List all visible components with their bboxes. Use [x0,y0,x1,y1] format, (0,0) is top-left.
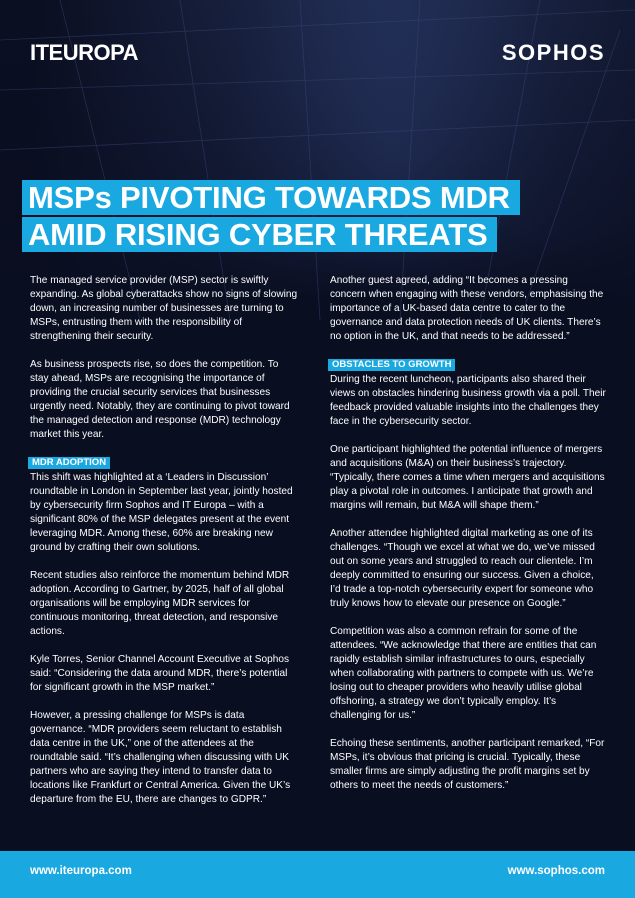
paragraph: During the recent luncheon, participants also shared their views on obstacles hindering business growth via a poll. Their feedback provided valuable insights into the challenges they face in the cybersecurity sector. [330,374,606,427]
title-line-1: MSPs PIVOTING TOWARDS MDR [22,180,520,215]
iteuropa-logo: ITEUROPA [30,40,139,65]
sophos-logo: SOPHOS [501,40,605,65]
paragraph: Another guest agreed, adding “It becomes a pressing concern when engaging with these vendors, emphasising the importance of a UK-based data centre to cater to the governance and data protection needs of UK clients. There’s no option in the UK, and that needs to be addressed.” [330,275,604,342]
iteuropa-url-link[interactable]: www.iteuropa.com [30,865,132,877]
page-header [0,0,635,80]
page-footer [0,851,635,898]
article-title [22,180,520,254]
paragraph: However, a pressing challenge for MSPs is data governance. “MDR providers seem reluctant to establish data centre in the UK,” one of the attendees at the roundtable said. “It’s challenging when discussing with UK partners who are saying they intend to transfer data to locations like Frankfurt or Central America. Given the UK’s departure from the EU, there are changes to GDPR.” [30,710,291,805]
paragraph: Another attendee highlighted digital marketing as one of its challenges. “Though we excel at what we do, we’ve missed out on some years and struggled to reach our clientele. I’m deeply committed to ensuring our success. Given a choice, I’d trade a top-notch cybersecurity expert for someone who truly knows how to elevate our presence on Google.” [330,528,595,609]
paragraph: One participant highlighted the potential influence of mergers and acquisitions (M&A) on their business’s trajectory. “Typically, there comes a time when mergers and acquisitions play a pivotal role in outcomes. I anticipate that growth and margins will remain, but M&A will shape them.” [330,444,605,511]
left-column [30,274,298,821]
section-heading-mdr-adoption: MDR ADOPTION [28,457,110,469]
paragraph: As business prospects rise, so does the competition. To stay ahead, MSPs are recognising the importance of providing the crucial security services that businesses urgently need. Notably, they are continuing to pivot toward the managed detection and response (MDR) technology market this year. [30,359,290,440]
sophos-url-link[interactable]: www.sophos.com [507,865,605,877]
right-column [330,274,606,807]
section-heading-obstacles: OBSTACLES TO GROWTH [328,359,455,371]
paragraph: Echoing these sentiments, another participant remarked, “For MSPs, it’s obvious that pricing is crucial. Typically, these smaller firms are simply adjusting the profit margins set by others to meet the needs of customers.” [330,738,605,791]
paragraph: Recent studies also reinforce the momentum behind MDR adoption. According to Gartner, by 2025, half of all global organisations will be employing MDR services for continuous monitoring, threat detection, and responsive actions. [30,570,290,637]
paragraph: The managed service provider (MSP) sector is swiftly expanding. As global cyberattacks show no signs of slowing down, an increasing number of businesses are turning to MSPs, entrusting them with the responsibility of strengthening their security. [30,275,298,342]
paragraph: Competition was also a common refrain for some of the attendees. “We acknowledge that there are entities that can rapidly establish similar infrastructures to ours, especially when collaborating with partners to compete with us. We’re losing out to cheaper providers who heavily utilise global offshoring, a strategy we don’t typically employ. It’s challenging for us.” [330,626,597,721]
paragraph: Kyle Torres, Senior Channel Account Executive at Sophos said: “Considering the data around MDR, there’s potential for significant growth in the MSP market.” [30,654,290,693]
title-line-2: AMID RISING CYBER THREATS [22,217,497,252]
paragraph: This shift was highlighted at a ‘Leaders in Discussion’ roundtable in London in September last year, jointly hosted by cybersecurity firm Sophos and IT Europa – with a significant 80% of the MSP delegates present at the event leveraging MDR. Among these, 60% are breaking new ground by crafting their own solutions. [30,472,293,553]
